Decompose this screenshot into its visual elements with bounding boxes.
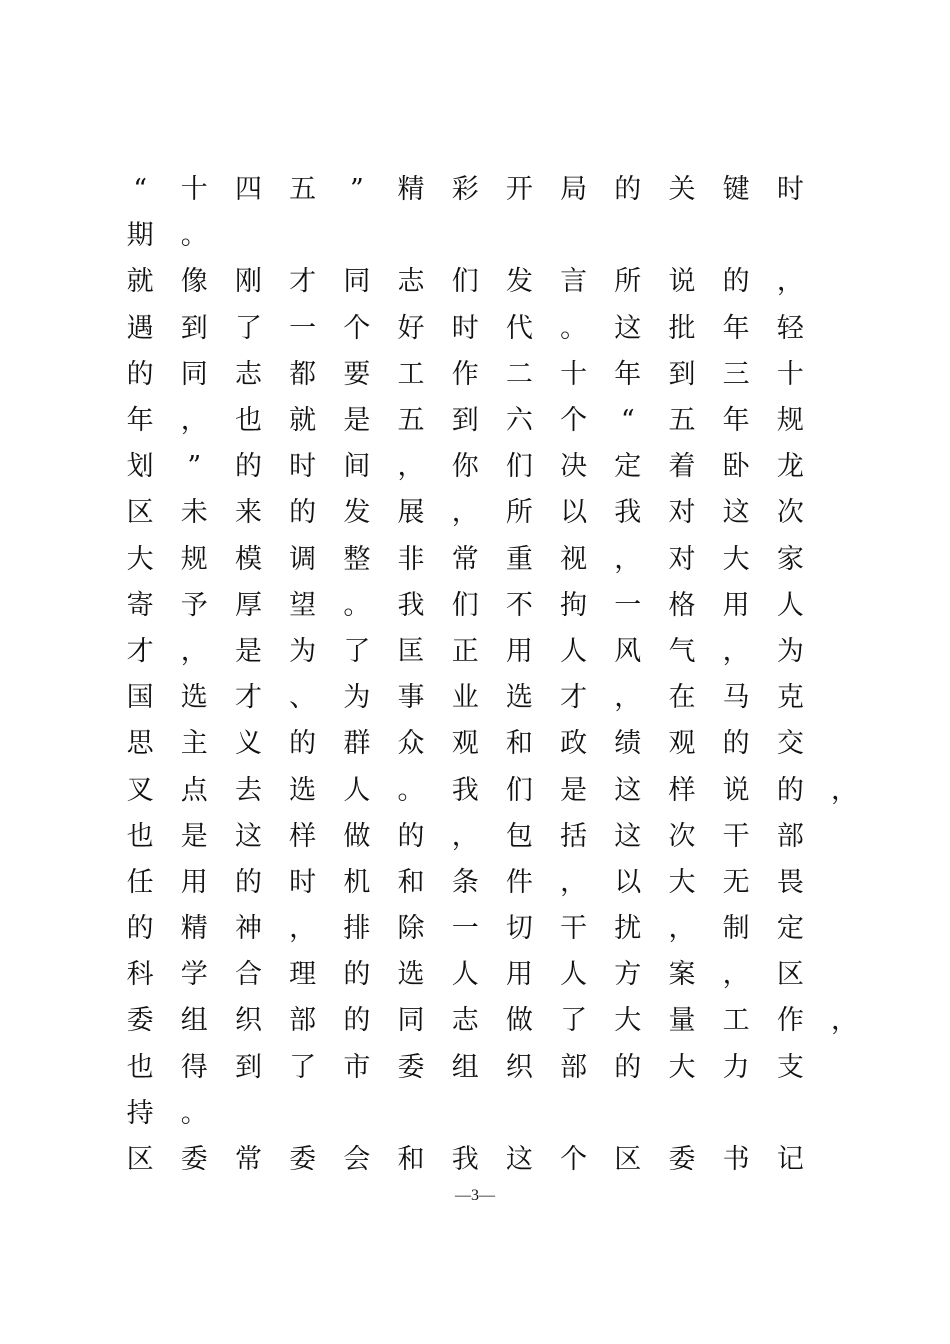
text-line: 遇 到 了 一 个 好 时 代 。 这 批 年 轻 (126, 312, 804, 344)
text-line: 也 得 到 了 市 委 组 织 部 的 大 力 支 (126, 1051, 804, 1083)
text-line: 的 精 神 ， 排 除 一 切 干 扰 ， 制 定 (126, 913, 804, 945)
text-line: 寄 予 厚 望 。 我 们 不 拘 一 格 用 人 (126, 589, 804, 621)
text-line: 委 组 织 部 的 同 志 做 了 大 量 工 作 ， (126, 1005, 859, 1037)
text-line: 科 学 合 理 的 选 人 用 人 方 案 ， 区 (126, 959, 804, 991)
text-line: 也 是 这 样 做 的 ， 包 括 这 次 干 部 (126, 820, 804, 852)
text-line: 思 主 义 的 群 众 观 和 政 绩 观 的 交 (126, 728, 804, 760)
text-line: 划 ” 的 时 间 ， 你 们 决 定 着 卧 龙 (126, 451, 804, 483)
text-line: 年 ， 也 就 是 五 到 六 个 “ 五 年 规 (126, 405, 804, 437)
text-line: 叉 点 去 选 人 。 我 们 是 这 样 说 的 ， (126, 774, 859, 806)
text-line: 就 像 刚 才 同 志 们 发 言 所 说 的 ， (126, 266, 804, 298)
text-line: 期 。 (126, 220, 208, 252)
body-text (113, 167, 873, 1183)
page-number: —3— (455, 1187, 495, 1204)
text-line: 任 用 的 时 机 和 条 件 ， 以 大 无 畏 (126, 866, 804, 898)
text-line: 才 ， 是 为 了 匡 正 用 人 风 气 ， 为 (126, 635, 804, 667)
text-line: 区 未 来 的 发 展 ， 所 以 我 对 这 次 (126, 497, 804, 529)
text-line: 持 。 (126, 1097, 208, 1129)
text-line: 大 规 模 调 整 非 常 重 视 ， 对 大 家 (126, 543, 804, 575)
text-line: 的 同 志 都 要 工 作 二 十 年 到 三 十 (126, 358, 804, 390)
text-line: 国 选 才 、 为 事 业 选 才 ， 在 马 克 (126, 682, 804, 714)
text-line: 区 委 常 委 会 和 我 这 个 区 委 书 记 (126, 1144, 804, 1176)
text-line: “ 十 四 五 ” 精 彩 开 局 的 关 键 时 (133, 174, 804, 206)
